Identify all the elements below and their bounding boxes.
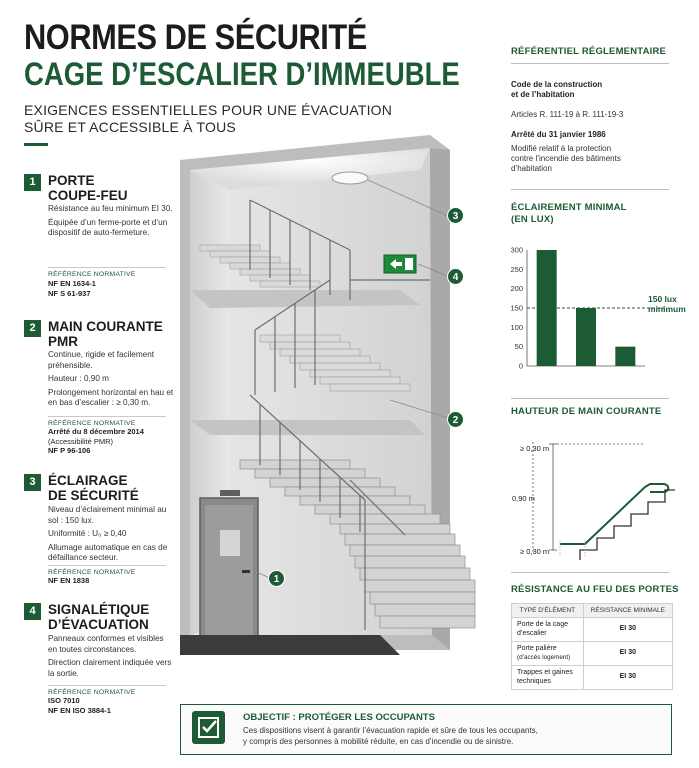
- y-tick-label: 200: [510, 284, 523, 294]
- divider: [511, 572, 669, 573]
- dimension-lines: [533, 442, 645, 552]
- check-icon: [192, 711, 225, 744]
- callout-2: 2: [447, 411, 464, 428]
- column-header: RÉSISTANCE MINIMALE: [583, 604, 672, 618]
- y-tick-label: 250: [510, 264, 523, 274]
- stair-profile: [580, 490, 675, 560]
- page-subtitle: CAGE D’ESCALIER D’IMMEUBLE: [24, 56, 460, 92]
- referentiel-articles: Articles R. 111-19 à R. 111-19-3: [511, 110, 624, 119]
- callout-1: 1: [268, 570, 285, 587]
- y-tick-label: 0: [518, 361, 523, 371]
- referentiel-arrete-description: Modifié relatif à la protection contre l’incendie des bâtiments d’habitation: [511, 144, 621, 173]
- intro-text: EXIGENCES ESSENTIELLES POUR UNE ÉVACUATION SÛRE ET ACCESSIBLE À TOUS: [24, 102, 393, 135]
- table-row: [512, 666, 673, 690]
- handrail-heading: HAUTEUR DE MAIN COURANTE: [511, 406, 662, 417]
- handrail-diagram: [505, 422, 685, 562]
- section-body: Continue, rigide et facilement préhensible. Hauteur : 0,90 m Prolongement horizontal en hau et en bas d’escalier : ≥ 0,30 m.: [48, 350, 174, 407]
- reference-label: RÉFÉRENCE NORMATIVE: [48, 565, 166, 576]
- exit-door-icon: [405, 258, 413, 270]
- section-number: 2: [24, 320, 41, 337]
- extension-marks: [560, 540, 585, 556]
- section-number: 1: [24, 174, 41, 191]
- table-cell: EI 30: [583, 666, 672, 690]
- table-cell: Trappes et gaines techniques: [512, 666, 584, 690]
- bar: [615, 347, 635, 366]
- landing-upper: [190, 290, 420, 308]
- door-handle: [242, 570, 250, 573]
- reference-values: NF EN 1838: [48, 576, 90, 585]
- reference-values: NF EN 1634-1 NF S 61-937: [48, 279, 96, 298]
- section-number: 4: [24, 603, 41, 620]
- table-cell: Porte de la cage d’escalier: [512, 618, 584, 642]
- chart-heading: ÉCLAIREMENT MINIMAL (EN LUX): [511, 202, 627, 225]
- section-title: PORTE COUPE-FEU: [48, 173, 128, 203]
- referentiel-code: Code de la construction et de l’habitation: [511, 80, 603, 99]
- resistance-table: [511, 603, 673, 690]
- callout-3: 3: [447, 207, 464, 224]
- threshold-label: 150 lux minimum: [648, 294, 686, 314]
- y-tick-label: 300: [510, 245, 523, 255]
- bar: [576, 308, 596, 366]
- floor-shadow: [180, 635, 400, 655]
- referentiel-heading: RÉFÉRENTIEL RÉGLEMENTAIRE: [511, 46, 667, 57]
- stairwell-illustration: [150, 130, 495, 670]
- resistance-heading: RÉSISTANCE AU FEU DES PORTES: [511, 584, 679, 595]
- reference-values: Arrêté du 8 décembre 2014 (Accessibilité PMR) NF P 96-106: [48, 427, 144, 455]
- table-cell: EI 30: [583, 642, 672, 666]
- objective-text: Ces dispositions visent à garantir l’évacuation rapide et sûre de tous les occupants, y compris des personnes à mobilité réduite, en cas d’incendie ou de sinistre.: [243, 726, 538, 746]
- reference-values: ISO 7010 NF EN ISO 3884-1: [48, 696, 111, 715]
- objective-title: OBJECTIF : PROTÉGER LES OCCUPANTS: [243, 712, 435, 723]
- reference-label: RÉFÉRENCE NORMATIVE: [48, 416, 166, 427]
- reference-label: RÉFÉRENCE NORMATIVE: [48, 685, 166, 696]
- checkbox-icon: [192, 711, 225, 744]
- table-cell: Porte palière (d’accès logement): [512, 642, 584, 666]
- handrail-height-label: 0,90 m: [512, 494, 535, 503]
- bar: [537, 250, 557, 366]
- door-closer: [220, 490, 240, 496]
- section-body: Résistance au feu minimum EI 30. Équipée d’un ferme-porte et d’un dispositif de auto-fermeture.: [48, 204, 173, 237]
- title-divider: [24, 143, 48, 146]
- bottom-extension-label: ≥ 0,30 m: [520, 547, 550, 556]
- table-row: [512, 618, 673, 642]
- section-number: 3: [24, 474, 41, 491]
- door-label-plate: [220, 530, 240, 556]
- y-tick-label: 150: [510, 303, 523, 313]
- divider: [511, 189, 669, 190]
- page-title: NORMES DE SÉCURITÉ: [24, 18, 367, 57]
- section-title: SIGNALÉTIQUE D’ÉVACUATION: [48, 602, 150, 632]
- section-body: Niveau d’éclairement minimal au sol : 150 lux. Uniformité : U₀ ≥ 0,40 Allumage automatique en cas de défaillance secteur.: [48, 505, 168, 562]
- reference-label: RÉFÉRENCE NORMATIVE: [48, 267, 166, 278]
- divider: [511, 63, 669, 64]
- landing-middle: [190, 420, 425, 435]
- divider: [511, 398, 669, 399]
- top-extension-label: ≥ 0,30 m: [520, 444, 550, 453]
- table-row: [512, 642, 673, 666]
- table-cell: EI 30: [583, 618, 672, 642]
- lux-bar-chart: [505, 240, 690, 390]
- column-header: TYPE D’ÉLÉMENT: [512, 604, 584, 618]
- section-title: ÉCLAIRAGE DE SÉCURITÉ: [48, 473, 139, 503]
- callout-4: 4: [447, 268, 464, 285]
- referentiel-arrete: Arrêté du 31 janvier 1986: [511, 130, 606, 139]
- section-body: Panneaux conformes et visibles en toutes circonstances. Direction clairement indiquée vers la sortie.: [48, 634, 172, 678]
- ceiling-light: [332, 172, 368, 184]
- y-tick-label: 100: [510, 322, 523, 332]
- table-header-row: [512, 604, 673, 618]
- y-tick-label: 50: [514, 342, 523, 352]
- section-title: MAIN COURANTE PMR: [48, 319, 163, 349]
